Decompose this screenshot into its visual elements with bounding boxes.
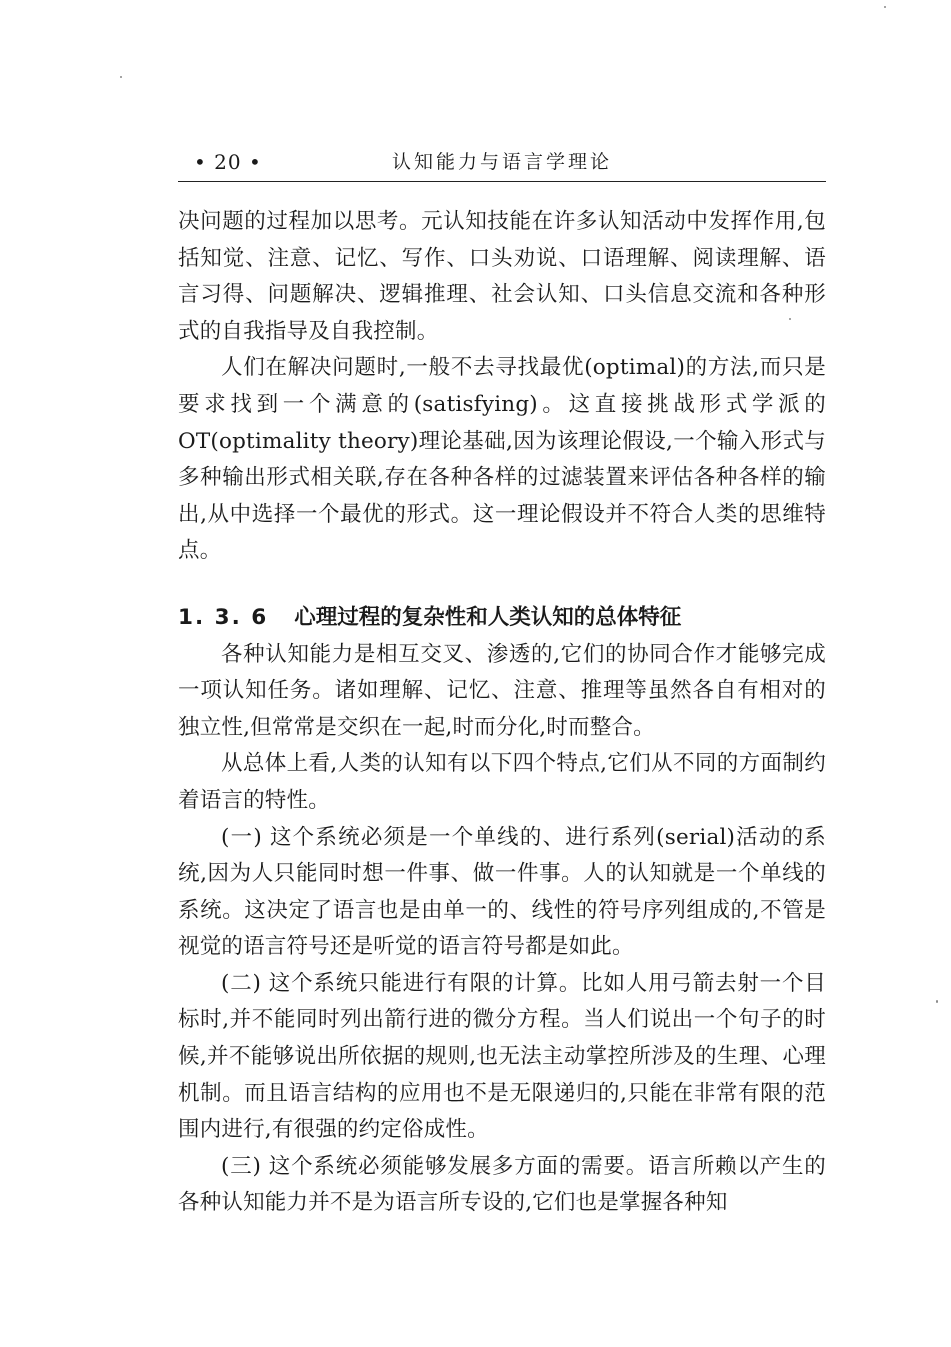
header-rule — [178, 181, 826, 182]
page-header — [178, 148, 826, 182]
paragraph-cognitive-abilities: 各种认知能力是相互交叉、渗透的,它们的协同合作才能够完成一项认知任务。诸如理解、记忆、注意、推理等虽然各自有相对的独立性,但常常是交织在一起,时而分化,时而整合。 — [178, 641, 826, 740]
scan-speck — [936, 1000, 938, 1003]
paragraph-feature-two: (二) 这个系统只能进行有限的计算。比如人用弓箭去射一个目标时,并不能同时列出箭行进的微分方程。当人们说出一个句子的时候,并不能够说出所依据的规则,也无法主动掌控所涉及的生理、心理机制。而且语言结构的应用也不是无限递归的,只能在非常有限的范围内进行,有很强的约定俗成性。 — [178, 970, 826, 1143]
section-heading — [178, 600, 826, 637]
paragraph-optimal: 人们在解决问题时,一般不去寻找最优(optimal)的方法,而只是要求找到一个满意的(satisfying)。这直接挑战形式学派的OT(optimality theory)理论基础,因为该理论假设,一个输入形式与多种输出形式相关联,存在各种各样的过滤装置来评估各种各样的输出,从中选择一个最优的形式。这一理论假设并不符合人类的思维特点。 — [178, 355, 826, 564]
paragraph-feature-three: (三) 这个系统必须能够发展多方面的需要。语言所赖以产生的各种认知能力并不是为语言所专设的,它们也是掌握各种知 — [178, 1153, 826, 1216]
scan-speck — [884, 6, 886, 8]
page-number: • 20 • — [194, 150, 262, 174]
paragraph-continued: 决问题的过程加以思考。元认知技能在许多认知活动中发挥作用,包括知觉、注意、记忆、写作、口头劝说、口语理解、阅读理解、语言习得、问题解决、逻辑推理、社会认知、口头信息交流和各种形式的自我指导及自我控制。 — [178, 209, 826, 344]
paragraph-feature-one: (一) 这个系统必须是一个单线的、进行系列(serial)活动的系统,因为人只能同时想一件事、做一件事。人的认知就是一个单线的系统。这决定了语言也是由单一的、线性的符号序列组成的,不管是视觉的语言符号还是听觉的语言符号都是如此。 — [178, 824, 826, 960]
running-title: 认知能力与语言学理论 — [391, 151, 612, 173]
paragraph-four-features: 从总体上看,人类的认知有以下四个特点,它们从不同的方面制约着语言的特性。 — [178, 751, 826, 813]
body-text — [178, 204, 826, 1222]
section-title: 心理过程的复杂性和人类认知的总体特征 — [294, 604, 682, 630]
scan-speck — [789, 318, 791, 320]
scan-speck — [120, 76, 122, 78]
section-number: 1. 3. 6 — [178, 604, 269, 630]
